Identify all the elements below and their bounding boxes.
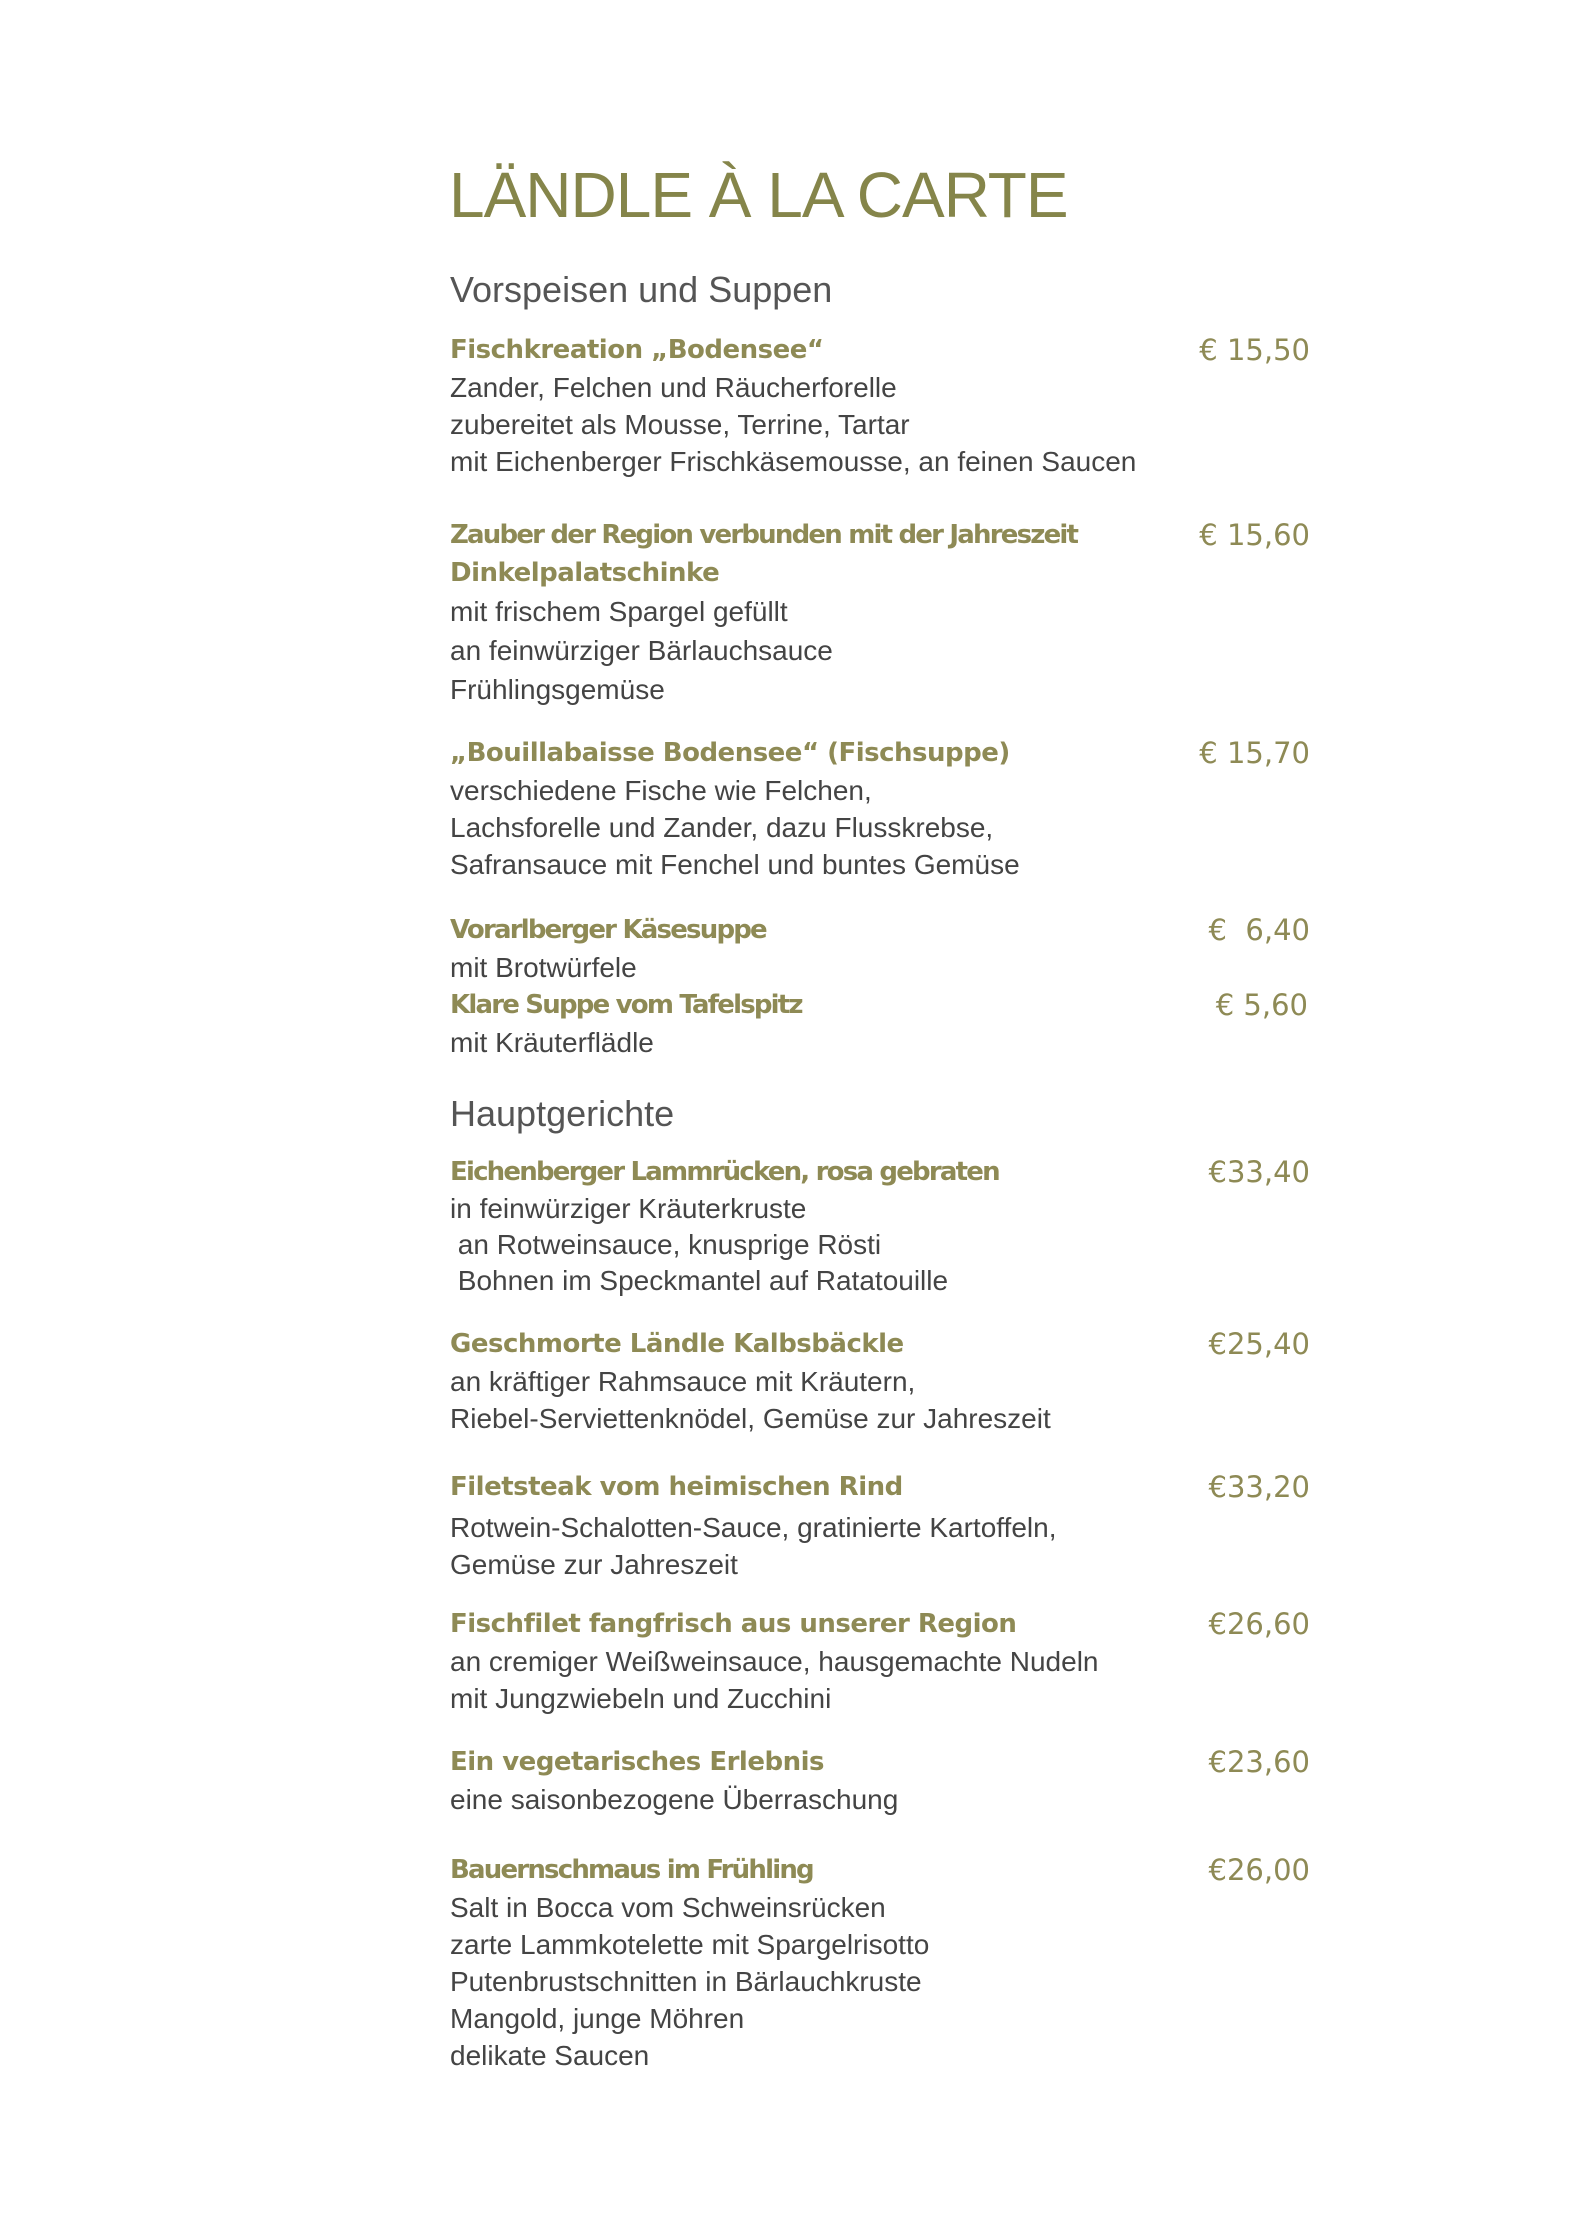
dish-name: Klare Suppe vom Tafelspitz	[450, 990, 802, 1020]
dish-description-line: eine saisonbezogene Überraschung	[450, 1784, 899, 1815]
dish-description-line: Salt in Bocca vom Schweinsrücken	[450, 1892, 886, 1923]
menu-item	[450, 1468, 1320, 1583]
dish-description-line: zubereitet als Mousse, Terrine, Tartar	[450, 409, 910, 440]
dish-price: €26,00	[1208, 1853, 1310, 1887]
dish-description-line: an kräftiger Rahmsauce mit Kräutern,	[450, 1366, 916, 1397]
menu-item	[450, 1743, 1320, 1818]
menu-item	[450, 986, 1320, 1061]
section-heading-mains: Hauptgerichte	[450, 1093, 675, 1134]
dish-price: € 6,40	[1208, 913, 1310, 947]
dish-description-line: Putenbrustschnitten in Bärlauchkruste	[450, 1966, 922, 1997]
dish-description-line: mit Brotwürfele	[450, 952, 637, 983]
dish-description-line: an Rotweinsauce, knusprige Rösti	[450, 1229, 882, 1260]
menu-item	[450, 1153, 1320, 1299]
section-heading-starters: Vorspeisen und Suppen	[450, 269, 833, 310]
dish-price: €33,20	[1208, 1470, 1310, 1504]
dish-description-line: Safransauce mit Fenchel und buntes Gemüse	[450, 849, 1020, 880]
dish-name: „Bouillabaisse Bodensee“ (Fischsuppe)	[450, 738, 1010, 768]
dish-name-line-2: Dinkelpalatschinke	[450, 558, 720, 588]
menu-item	[450, 516, 1320, 709]
dish-description-line: an feinwürziger Bärlauchsauce	[450, 635, 833, 666]
menu-item	[450, 1325, 1320, 1437]
dish-description-line: Frühlingsgemüse	[450, 674, 665, 705]
page-title: LÄNDLE À LA CARTE	[449, 159, 1068, 231]
dish-price: € 15,50	[1199, 333, 1310, 367]
menu-item	[450, 331, 1320, 480]
menu-item	[450, 1605, 1320, 1717]
dish-price: €33,40	[1208, 1155, 1310, 1189]
menu-item	[450, 911, 1320, 986]
dish-description-line: mit Kräuterflädle	[450, 1027, 654, 1058]
dish-description-line: zarte Lammkotelette mit Spargelrisotto	[450, 1929, 930, 1960]
dish-description-line: Riebel-Serviettenknödel, Gemüse zur Jahreszeit	[450, 1403, 1051, 1434]
dish-description-line: Bohnen im Speckmantel auf Ratatouille	[450, 1265, 949, 1296]
menu-item	[450, 1851, 1320, 2074]
dish-description-line: Lachsforelle und Zander, dazu Flusskrebse,	[450, 812, 994, 843]
dish-name: Ein vegetarisches Erlebnis	[450, 1747, 824, 1777]
dish-description-line: Mangold, junge Möhren	[450, 2003, 745, 2034]
dish-name: Eichenberger Lammrücken, rosa gebraten	[450, 1157, 999, 1187]
dish-name: Bauernschmaus im Frühling	[450, 1855, 813, 1885]
dish-description-line: Zander, Felchen und Räucherforelle	[450, 372, 897, 403]
dish-price: €23,60	[1208, 1745, 1310, 1779]
dish-name: Filetsteak vom heimischen Rind	[450, 1472, 903, 1502]
menu-item	[450, 734, 1320, 883]
dish-description-line: mit Jungzwiebeln und Zucchini	[450, 1683, 832, 1714]
dish-price: € 5,60	[1215, 988, 1308, 1022]
dish-description-line: delikate Saucen	[450, 2040, 650, 2071]
dish-name: Fischkreation „Bodensee“	[450, 335, 824, 365]
dish-description-line: in feinwürziger Kräuterkruste	[450, 1193, 807, 1224]
dish-description-line: Rotwein-Schalotten-Sauce, gratinierte Kartoffeln,	[450, 1512, 1057, 1543]
dish-price: € 15,60	[1199, 518, 1310, 552]
dish-description-line: mit frischem Spargel gefüllt	[450, 596, 788, 627]
dish-price: € 15,70	[1199, 736, 1310, 770]
dish-description-line: Gemüse zur Jahreszeit	[450, 1549, 738, 1580]
dish-description-line: an cremiger Weißweinsauce, hausgemachte Nudeln	[450, 1646, 1099, 1677]
dish-price: €25,40	[1208, 1327, 1310, 1361]
dish-name: Geschmorte Ländle Kalbsbäckle	[450, 1329, 904, 1359]
dish-name: Fischfilet fangfrisch aus unserer Region	[450, 1609, 1017, 1639]
dish-description-line: mit Eichenberger Frischkäsemousse, an feinen Saucen	[450, 446, 1137, 477]
dish-name: Zauber der Region verbunden mit der Jahreszeit	[450, 520, 1078, 550]
dish-description-line: verschiedene Fische wie Felchen,	[450, 775, 872, 806]
dish-price: €26,60	[1208, 1607, 1310, 1641]
dish-name: Vorarlberger Käsesuppe	[450, 915, 766, 945]
